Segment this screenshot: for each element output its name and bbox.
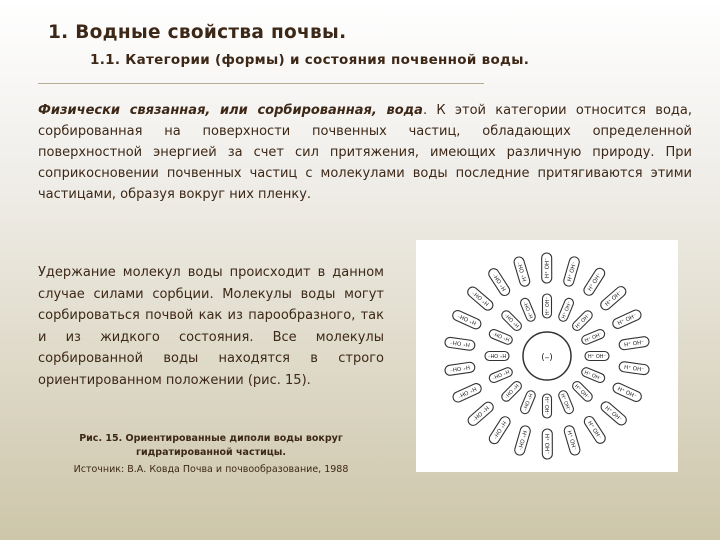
dipole-label: H⁺ OH⁻ <box>545 296 551 316</box>
water-dipole <box>466 400 495 427</box>
divider-line <box>38 83 484 84</box>
dipole-label: H⁺ OH⁻ <box>520 392 534 412</box>
dipole-label: H⁺ OH⁻ <box>543 396 549 416</box>
water-dipole <box>514 425 532 457</box>
water-dipole <box>571 380 594 403</box>
dipole-label: H⁺ OH⁻ <box>587 272 604 293</box>
water-dipole <box>500 380 523 403</box>
water-dipole <box>582 266 607 297</box>
water-dipole <box>557 297 574 323</box>
water-dipole <box>611 308 642 330</box>
dipole-label: H⁺ OH⁻ <box>603 405 623 424</box>
water-dipole <box>563 256 581 288</box>
dipole-label: H⁺ OH⁻ <box>491 329 511 343</box>
dipole-label: H⁺ OH⁻ <box>604 290 624 308</box>
water-dipole <box>619 336 650 350</box>
particle-charge-label: (–) <box>541 353 553 363</box>
dipole-label: H⁺ OH⁻ <box>471 288 491 307</box>
water-dipole <box>619 361 650 375</box>
water-dipole <box>543 394 552 418</box>
dipole-label: H⁺ OH⁻ <box>449 338 471 348</box>
slide-subtitle: 1.1. Категории (формы) и состояния почвенной воды. <box>90 52 530 68</box>
dipole-label: H⁺ OH⁻ <box>470 404 490 422</box>
water-dipole <box>571 309 594 332</box>
dipole-label: H⁺ OH⁻ <box>515 429 528 451</box>
water-dipole <box>563 425 581 457</box>
figure-source: Источник: В.А. Ковда Почва и почвообразование, 1988 <box>73 464 349 475</box>
dipole-label: H⁺ OH⁻ <box>583 369 603 383</box>
paragraph-body: . К этой категории относится вода, сорбированная на поверхности почвенных частиц, обладающих определенной поверхностной энергией за счет сил притяжения, имеющих различную природу. При соприкосновении почвенных частиц с молекулами воды последние притягиваются этими частицами, образуя вокруг них пленку. <box>38 103 692 202</box>
dipole-label: H⁺ OH⁻ <box>565 430 577 452</box>
water-dipole <box>585 352 609 361</box>
dipole-label: H⁺ OH⁻ <box>487 352 507 358</box>
dipole-label: H⁺ OH⁻ <box>623 339 645 349</box>
water-dipole <box>487 415 512 446</box>
dipole-label: H⁺ OH⁻ <box>585 420 602 441</box>
water-dipole <box>599 285 628 312</box>
dipole-diagram <box>416 240 678 472</box>
water-dipole <box>519 297 536 323</box>
dipole-label: H⁺ OH⁻ <box>490 367 511 381</box>
figure-caption: Рис. 15. Ориентированные диполи воды вокруг гидратированной частицы. <box>79 433 343 458</box>
water-dipole <box>444 362 475 376</box>
dipole-label: H⁺ OH⁻ <box>502 382 520 400</box>
paragraph-lead-term: Физически связанная, или сорбированная, вода <box>38 103 423 118</box>
paragraph-bound-water <box>38 100 692 205</box>
dipole-label: H⁺ OH⁻ <box>616 313 638 328</box>
dipole-label: H⁺ OH⁻ <box>522 299 536 320</box>
water-dipole <box>599 400 628 427</box>
water-dipole <box>580 366 606 383</box>
water-dipole <box>543 294 552 318</box>
dipole-figure <box>416 240 678 472</box>
dipole-label: H⁺ OH⁻ <box>544 257 551 279</box>
water-dipole <box>451 309 482 330</box>
dipole-label: H⁺ OH⁻ <box>560 300 574 320</box>
dipole-label: H⁺ OH⁻ <box>623 364 645 374</box>
dipole-label: H⁺ OH⁻ <box>543 433 550 455</box>
water-dipole <box>488 328 514 345</box>
dipole-label: H⁺ OH⁻ <box>574 312 592 330</box>
water-dipole <box>488 366 514 383</box>
slide-title: 1. Водные свойства почвы. <box>48 22 347 43</box>
dipole-label: H⁺ OH⁻ <box>566 261 579 283</box>
dipole-label: H⁺ OH⁻ <box>517 260 529 282</box>
dipole-label: H⁺ OH⁻ <box>587 354 607 360</box>
dipole-label: H⁺ OH⁻ <box>492 271 509 292</box>
water-dipole <box>500 309 523 332</box>
dipole-label: H⁺ OH⁻ <box>490 419 507 440</box>
water-dipole <box>611 382 642 403</box>
dipole-label: H⁺ OH⁻ <box>558 392 572 413</box>
water-dipole <box>513 256 531 288</box>
dipole-label: H⁺ OH⁻ <box>616 386 638 401</box>
water-dipole <box>485 352 509 361</box>
water-dipole <box>444 337 475 351</box>
water-dipole <box>582 415 607 446</box>
water-dipole <box>451 382 482 404</box>
water-dipole <box>519 389 536 415</box>
water-dipole <box>487 267 512 298</box>
water-dipole <box>542 253 552 283</box>
water-dipole <box>542 429 552 459</box>
dipole-label: H⁺ OH⁻ <box>503 311 521 329</box>
paragraph-sorption: Удержание молекул воды происходит в данном случае силами сорбции. Молекулы воды могут сорбироваться почвой как из парообразного, так и из жидкого состояния. Все молекулы сорбированной воды находятся в строго ориентированном положении (рис. 15). <box>38 265 384 388</box>
dipole-label: H⁺ OH⁻ <box>456 384 478 399</box>
dipole-label: H⁺ OH⁻ <box>449 363 471 373</box>
dipole-label: H⁺ OH⁻ <box>573 383 591 401</box>
water-dipole <box>580 328 606 345</box>
water-dipole <box>557 389 574 415</box>
dipole-label: H⁺ OH⁻ <box>456 311 478 326</box>
water-dipole <box>466 285 495 312</box>
dipole-label: H⁺ OH⁻ <box>583 331 604 345</box>
